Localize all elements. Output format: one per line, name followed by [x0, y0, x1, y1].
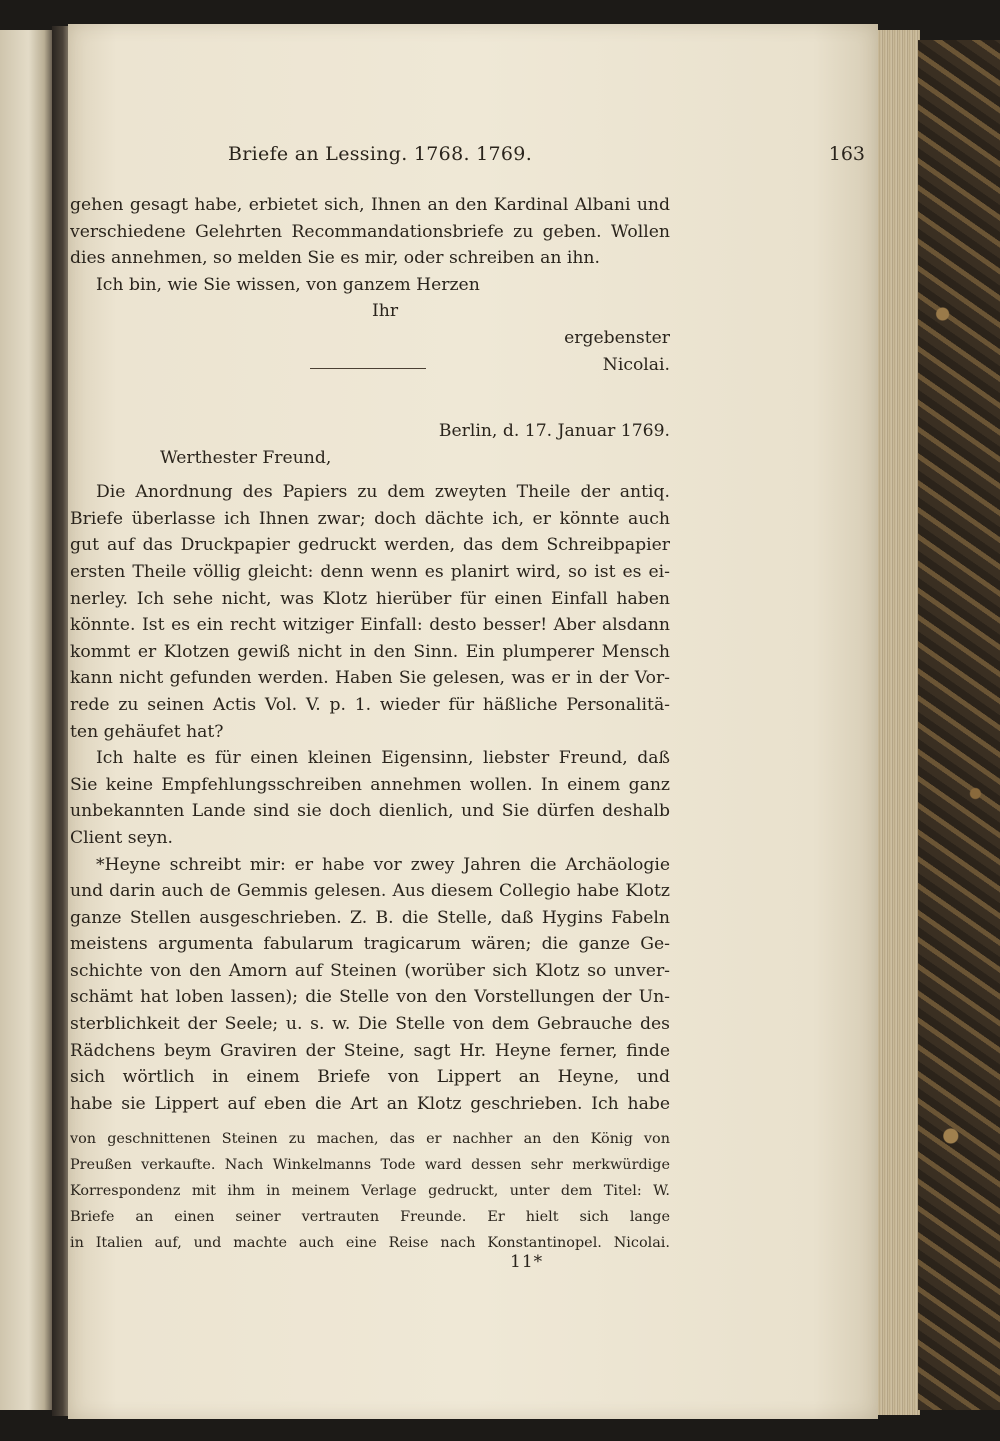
text-line: *Heyne schreibt mir: er habe vor zwey Jahren die Archäologie	[96, 854, 670, 875]
text-line: meistens argumenta fabularum tragicarum wären; die ganze Ge-	[70, 934, 670, 955]
signature-ergebenster: ergebenster	[564, 327, 670, 348]
text-line: kann nicht gefunden werden. Haben Sie gelesen, was er in der Vor-	[70, 668, 670, 689]
text-line: rede zu seinen Actis Vol. V. p. 1. wieder für häßliche Personalitä-	[70, 694, 670, 715]
footnote-line: Korrespondenz mit ihm in meinem Verlage gedruckt, unter dem Titel: W.	[70, 1183, 670, 1199]
text-line: gut auf das Druckpapier gedruckt werden, das dem Schreibpapier	[70, 535, 670, 556]
text-line: habe sie Lippert auf eben die Art an Klotz geschrieben. Ich habe	[70, 1093, 670, 1114]
text-line: Die Anordnung des Papiers zu dem zweyten Theile der antiq.	[96, 482, 670, 503]
paragraph-1	[70, 479, 670, 745]
footnote-line: von geschnittenen Steinen zu machen, das er nachher an den König von	[70, 1131, 670, 1147]
letter-divider	[310, 368, 426, 369]
text-line: ersten Theile völlig gleicht: denn wenn es planirt wird, so ist es ei-	[70, 561, 670, 582]
text-line: unbekannten Lande sind sie doch dienlich, und Sie dürfen deshalb	[70, 801, 670, 822]
facing-page-edge	[0, 30, 52, 1410]
text-line: dies annehmen, so melden Sie es mir, oder schreiben an ihn.	[70, 248, 600, 269]
paragraph-2	[70, 745, 670, 851]
salutation: Werthester Freund,	[160, 447, 332, 468]
text-line: Ich halte es für einen kleinen Eigensinn, liebster Freund, daß	[96, 748, 670, 769]
running-title: Briefe an Lessing. 1768. 1769.	[228, 143, 533, 165]
text-line: verschiedene Gelehrten Recommandationsbriefe zu geben. Wollen	[70, 221, 670, 242]
text-line: könnte. Ist es ein recht witziger Einfall: desto besser! Aber alsdann	[70, 615, 670, 636]
footnote-line: Preußen verkaufte. Nach Winkelmanns Tode ward dessen sehr merkwürdige	[70, 1157, 670, 1173]
text-line: nerley. Ich sehe nicht, was Klotz hierüber für einen Einfall haben	[70, 588, 670, 609]
paragraph-3	[70, 852, 670, 1118]
closing-line: Ich bin, wie Sie wissen, von ganzem Herzen	[96, 274, 480, 295]
running-header	[0, 143, 1000, 173]
text-line: sterblichkeit der Seele; u. s. w. Die Stelle von dem Gebrauche des	[70, 1014, 670, 1035]
text-line: sich wörtlich in einem Briefe von Lippert an Heyne, und	[70, 1067, 670, 1088]
letter-1-ending	[70, 192, 670, 378]
text-line: schämt hat loben lassen); die Stelle von den Vorstellungen der Un-	[70, 987, 670, 1008]
text-line: Client seyn.	[70, 827, 173, 848]
letter-2	[70, 418, 670, 1117]
signature-name: Nicolai.	[602, 354, 670, 375]
signature-ihr: Ihr	[372, 301, 399, 322]
text-line: schichte von den Amorn auf Steinen (worüber sich Klotz so unver-	[70, 960, 670, 981]
printer-signature-mark: 11*	[510, 1252, 544, 1272]
marbled-cover-edge	[918, 40, 1000, 1410]
text-line: kommt er Klotzen gewiß nicht in den Sinn. Ein plumperer Mensch	[70, 641, 670, 662]
footnote-line: in Italien auf, und machte auch eine Reise nach Konstantinopel. Nicolai.	[70, 1235, 670, 1251]
text-line: Rädchens beym Graviren der Steine, sagt Hr. Heyne ferner, finde	[70, 1040, 670, 1061]
text-line: ganze Stellen ausgeschrieben. Z. B. die Stelle, daß Hygins Fabeln	[70, 907, 670, 928]
text-line: und darin auch de Gemmis gelesen. Aus diesem Collegio habe Klotz	[70, 881, 670, 902]
text-line: Sie keine Empfehlungsschreiben annehmen wollen. In einem ganz	[70, 774, 670, 795]
footnote-line: Briefe an einen seiner vertrauten Freunde. Er hielt sich lange	[70, 1209, 670, 1225]
page-block-edges	[878, 30, 920, 1415]
footnote	[70, 1126, 670, 1256]
text-line: Briefe überlasse ich Ihnen zwar; doch dächte ich, er könnte auch	[70, 508, 670, 529]
page-number: 163	[828, 143, 865, 165]
text-line: gehen gesagt habe, erbietet sich, Ihnen an den Kardinal Albani und	[70, 195, 670, 215]
dateline: Berlin, d. 17. Januar 1769.	[438, 421, 670, 441]
text-line: ten gehäufet hat?	[70, 721, 224, 742]
